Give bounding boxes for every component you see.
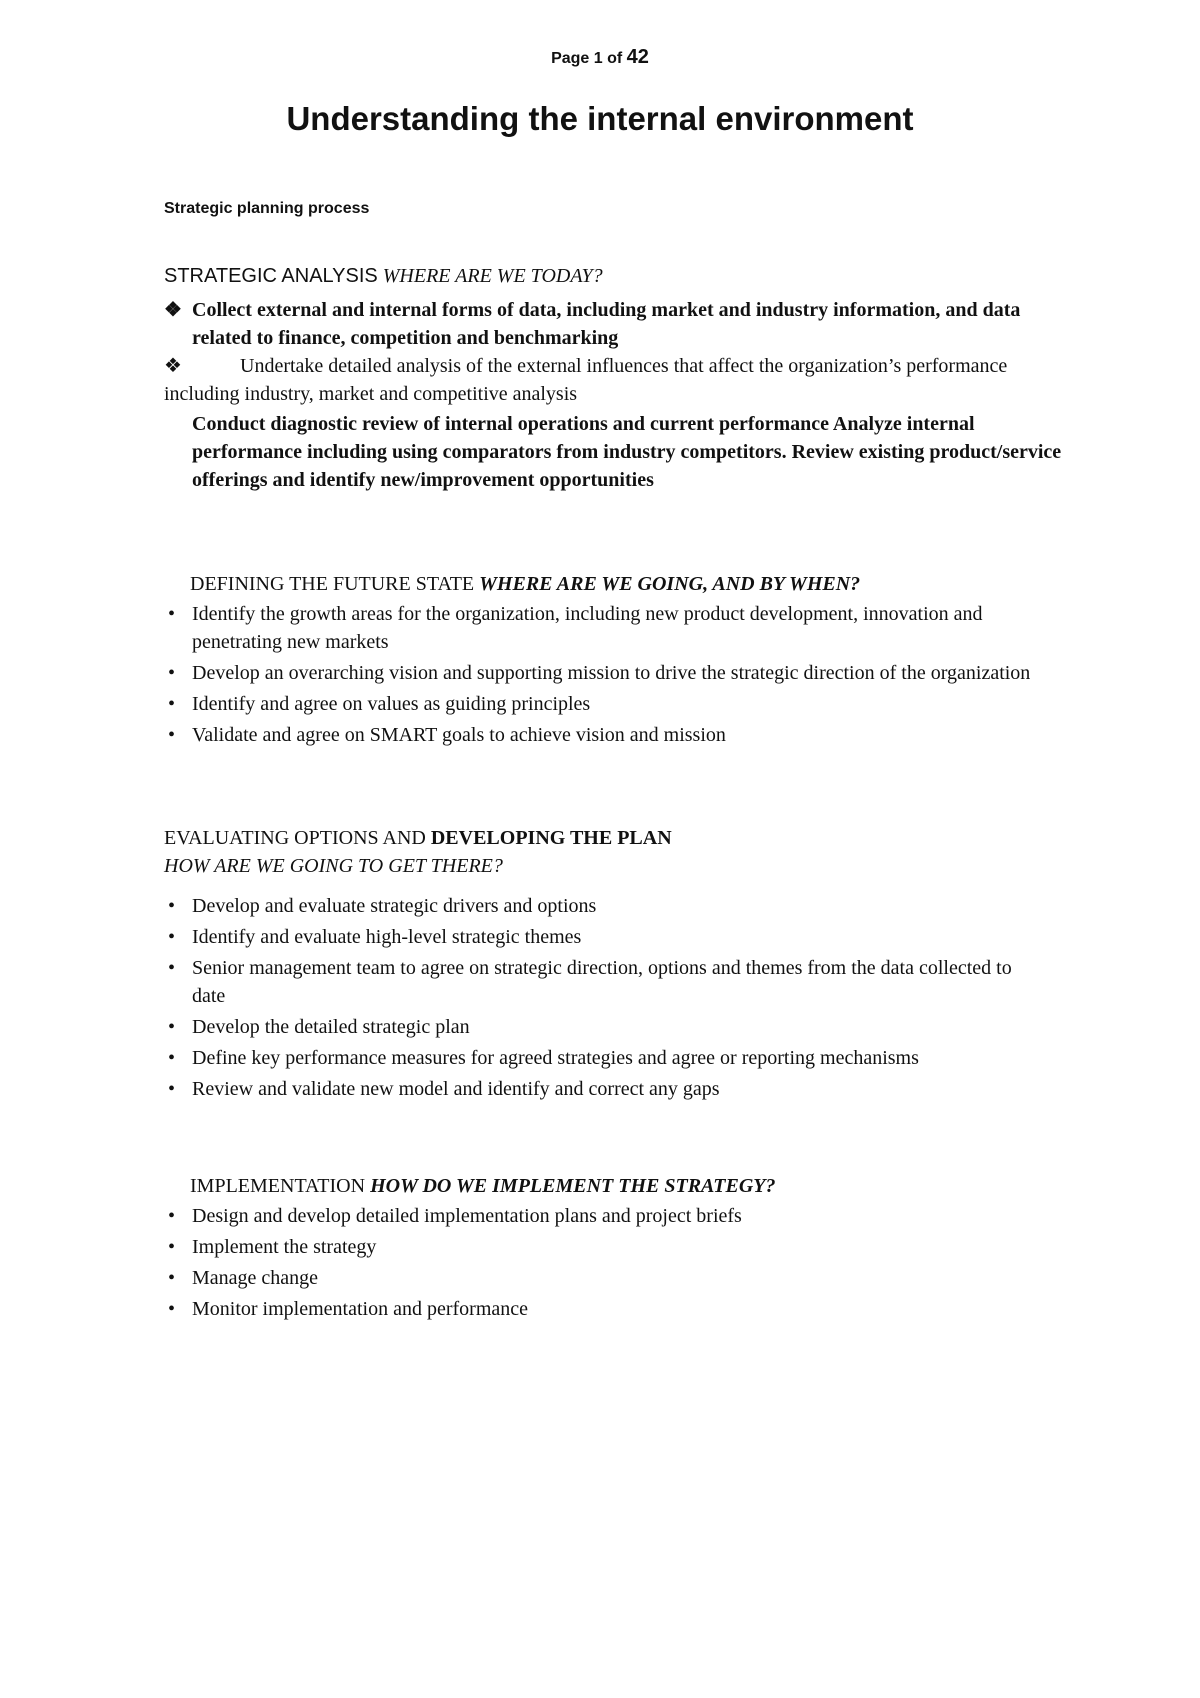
implementation-list bbox=[164, 1202, 1044, 1326]
list-item-text: Identify and agree on values as guiding principles bbox=[192, 693, 591, 715]
list-item-text: Develop and evaluate strategic drivers and options bbox=[192, 895, 597, 917]
implementation-question: HOW DO WE IMPLEMENT THE STRATEGY? bbox=[370, 1175, 776, 1197]
list-item bbox=[164, 600, 1044, 656]
list-item-text: Identify the growth areas for the organization, including new product development, innovation and penetrating new markets bbox=[192, 603, 983, 653]
list-item-text: Monitor implementation and performance bbox=[192, 1298, 529, 1320]
implementation-label: IMPLEMENTATION bbox=[190, 1175, 366, 1197]
list-item-text: Develop the detailed strategic plan bbox=[192, 1016, 470, 1038]
evaluating-options-label-bold: DEVELOPING THE PLAN bbox=[430, 827, 672, 849]
list-item-text: Review and validate new model and identify and correct any gaps bbox=[192, 1078, 720, 1100]
future-state-question: WHERE ARE WE GOING, AND BY WHEN? bbox=[479, 573, 861, 595]
bullet-icon: • bbox=[168, 1267, 176, 1289]
list-item bbox=[164, 690, 1044, 718]
page-number-total: 42 bbox=[626, 46, 649, 68]
bullet-icon: • bbox=[168, 895, 176, 917]
bullet-icon: • bbox=[168, 1016, 176, 1038]
list-item-text: Implement the strategy bbox=[192, 1236, 377, 1258]
diamond-bullet-icon: ❖ bbox=[164, 299, 182, 321]
strategic-analysis-item-text: Undertake detailed analysis of the external influences that affect the organization’s performance including industry, market and competitive analysis bbox=[164, 355, 1008, 405]
bullet-icon: • bbox=[168, 724, 176, 746]
bullet-icon: • bbox=[168, 662, 176, 684]
list-item-text: Senior management team to agree on strategic direction, options and themes from the data collected to date bbox=[192, 957, 1012, 1007]
list-item bbox=[164, 1202, 1044, 1230]
bullet-icon: • bbox=[168, 1236, 176, 1258]
document-title: Understanding the internal environment bbox=[286, 100, 914, 137]
list-item bbox=[164, 721, 1044, 749]
list-item bbox=[164, 1044, 1044, 1072]
implementation-heading bbox=[190, 1172, 776, 1200]
bullet-icon: • bbox=[168, 1078, 176, 1100]
list-item bbox=[164, 923, 1044, 951]
list-item bbox=[164, 892, 1044, 920]
bullet-icon: • bbox=[168, 957, 176, 979]
strategic-analysis-item-text: Collect external and internal forms of data, including market and industry information, and data related to finance, competition and benchmarking bbox=[192, 299, 1021, 349]
bullet-icon: • bbox=[168, 693, 176, 715]
strategic-analysis-item-3: Conduct diagnostic review of internal operations and current performance Analyze internal performance including using comparators from industry competitors. Review existing product/service offerings and identify new/improvement opportunities bbox=[192, 413, 1062, 491]
strategic-analysis-question: WHERE ARE WE TODAY? bbox=[382, 265, 603, 287]
list-item bbox=[164, 659, 1044, 687]
bullet-icon: • bbox=[168, 603, 176, 625]
list-item bbox=[164, 1233, 1044, 1261]
evaluating-options-label: EVALUATING OPTIONS AND bbox=[164, 827, 426, 849]
evaluating-options-heading bbox=[164, 824, 672, 852]
list-item bbox=[164, 1013, 1044, 1041]
list-item bbox=[164, 1264, 1044, 1292]
bullet-icon: • bbox=[168, 1047, 176, 1069]
list-item bbox=[164, 954, 1044, 1010]
evaluating-options-question: HOW ARE WE GOING TO GET THERE? bbox=[164, 855, 503, 877]
list-item bbox=[164, 1295, 1044, 1323]
strategic-analysis-item-2 bbox=[164, 352, 1064, 408]
list-item-text: Develop an overarching vision and supporting mission to drive the strategic direction of the organization bbox=[192, 662, 1031, 684]
future-state-heading bbox=[190, 570, 860, 598]
future-state-list bbox=[164, 600, 1044, 752]
list-item-text: Identify and evaluate high-level strategic themes bbox=[192, 926, 582, 948]
future-state-label: DEFINING THE FUTURE STATE bbox=[190, 573, 475, 595]
bullet-icon: • bbox=[168, 1298, 176, 1320]
list-item-text: Validate and agree on SMART goals to achieve vision and mission bbox=[192, 724, 726, 746]
page-number bbox=[0, 46, 1200, 69]
diamond-bullet-icon: ❖ bbox=[164, 355, 182, 377]
list-item-text: Design and develop detailed implementation plans and project briefs bbox=[192, 1205, 742, 1227]
evaluating-options-list bbox=[164, 892, 1044, 1106]
page-number-prefix: Page 1 of bbox=[551, 50, 623, 67]
bullet-icon: • bbox=[168, 926, 176, 948]
strategic-analysis-heading bbox=[164, 262, 603, 290]
list-item-text: Manage change bbox=[192, 1267, 319, 1289]
bullet-icon: • bbox=[168, 1205, 176, 1227]
list-item bbox=[164, 1075, 1044, 1103]
section-subtitle: Strategic planning process bbox=[164, 200, 370, 217]
strategic-analysis-label: STRATEGIC ANALYSIS bbox=[164, 265, 378, 287]
strategic-analysis-item-1 bbox=[164, 296, 1064, 352]
list-item-text: Define key performance measures for agreed strategies and agree or reporting mechanisms bbox=[192, 1047, 919, 1069]
